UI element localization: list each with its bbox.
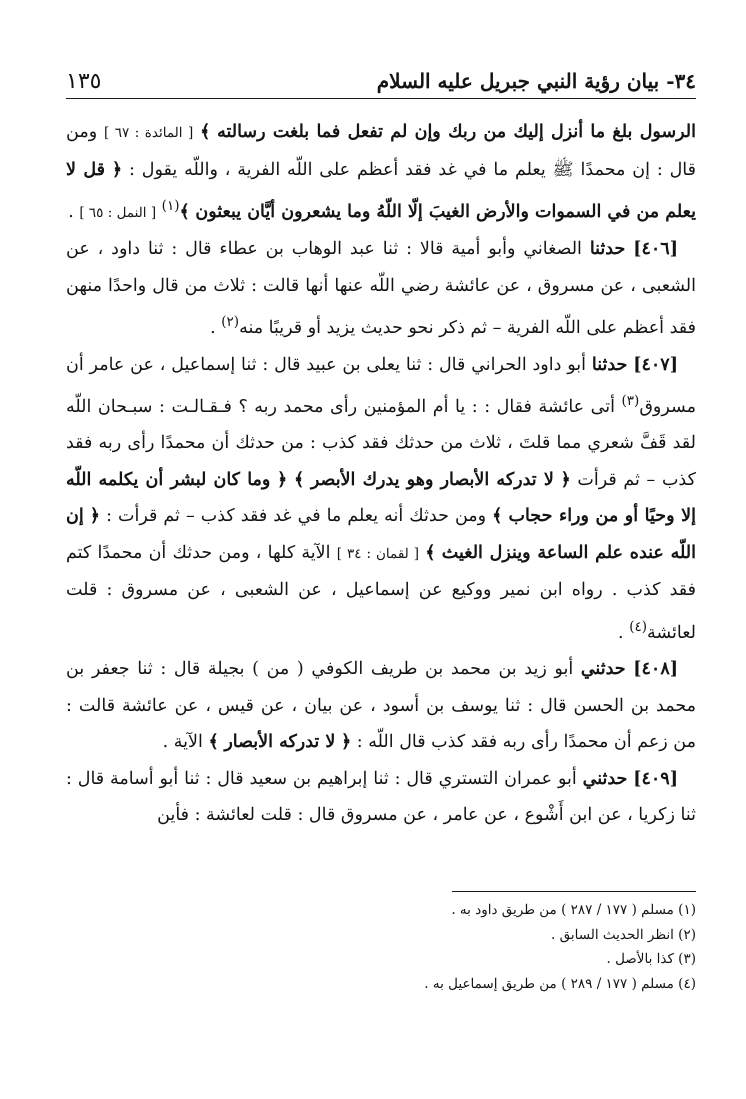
footnote-item: (٤) مسلم ( ١٧٧ / ٢٨٩ ) من طريق إسماعيل به . bbox=[424, 976, 696, 993]
page-number: ١٣٥ bbox=[66, 69, 102, 94]
hadith-number: [٤٠٨] bbox=[633, 659, 678, 680]
chapter-title: ٣٤- بيان رؤية النبي جبريل عليه السلام bbox=[376, 69, 696, 93]
footnotes bbox=[66, 898, 696, 997]
hadith-number: [٤٠٧] bbox=[633, 354, 678, 375]
hadith-text: أبو عمران التستري قال : ثنا إبراهيم بن سعيد قال : ثنا أبو أسامة قال : ثنا زكريا ، عن ابن أَشْوع ، عن عامر ، عن مسروق قال : قلت لعائشة : فأين bbox=[66, 768, 696, 826]
ornate-bracket-open: ﴿ bbox=[340, 732, 352, 753]
narration-lead: حدثنا bbox=[589, 239, 626, 260]
hadith-text: الصغاني وأبو أمية قالا : ثنا عبد الوهاب بن عطاء قال : ثنا داود ، عن الشعبى ، عن مسروق ، عن عائشة رضي اللّه عنها أنها قالت : ثلاث من قال واحدًا منهن فقد أعظم على اللّه الفرية – ثم ذكر نحو حديث يزيد أو قريبًا منه bbox=[66, 239, 696, 339]
quran-verse: إن اللّه عنده علم الساعة وينزل الغيث bbox=[66, 506, 696, 563]
footnote-item: (٣) كذا بالأصل . bbox=[606, 951, 696, 968]
verse-reference: [ المائدة : ٦٧ ] bbox=[103, 125, 194, 141]
end-mark: . bbox=[68, 201, 74, 222]
hadith-number: [٤٠٦] bbox=[633, 239, 678, 260]
narration-lead: حدثني bbox=[580, 659, 626, 680]
quran-verse: الرسول بلغ ما أنزل إليك من ربك وإن لم تفعل فما بلغت رسالته bbox=[217, 122, 696, 142]
ornate-bracket-close: ﴾ bbox=[293, 469, 305, 490]
quran-verse: قل لا يعلم من في السموات والأرض الغيبَ إلّا اللّهُ وما يشعرون أيَّان يبعثون bbox=[66, 159, 696, 222]
footnote-item: (١) مسلم ( ١٧٧ / ٢٨٧ ) من طريق داود به . bbox=[451, 902, 696, 918]
ornate-bracket-open: ﴿ bbox=[277, 469, 288, 490]
ornate-bracket-open: ﴿ bbox=[89, 506, 101, 527]
hadith-text: الآية . bbox=[162, 732, 203, 753]
quran-verse: لا تدركه الأبصار وهو يدرك الأبصر bbox=[310, 469, 554, 490]
ornate-bracket-close: ﴾ bbox=[200, 122, 211, 142]
verse-reference: [ لقمان : ٣٤ ] bbox=[336, 545, 420, 562]
hadith-408 bbox=[66, 651, 696, 761]
hadith-text: ومن حدثك أنه يعلم ما في غد فقد كذب – ثم قرأت : bbox=[106, 506, 487, 527]
verse-reference: [ النمل : ٦٥ ] bbox=[79, 204, 157, 221]
narration-lead: حدثنا bbox=[591, 354, 628, 375]
running-header bbox=[66, 60, 696, 99]
narration-lead: حدثني bbox=[582, 768, 628, 789]
hadith-text: الآية كلها ، ومن حدثك أن محمدًا كتم فقد كذب . رواه ابن نمير ووكيع عن إسماعيل ، عن الشعبى ، عن مسروق : قلت لعائشة bbox=[66, 542, 696, 643]
hadith-text: أبو زيد بن محمد بن طريف الكوفي ( من ) بجيلة قال : ثنا جعفر بن محمد بن الحسن قال : ثنا يوسف بن أسود ، عن بيان ، عن قيس ، عن عائشة قالت : من زعم أن محمدًا رأى ربه فقد كذب قال اللّه : bbox=[66, 659, 696, 753]
end-mark: . bbox=[618, 622, 630, 643]
end-mark: . bbox=[210, 318, 222, 339]
hadith-text: أبو داود الحراني قال : ثنا يعلى بن عبيد قال : ثنا إسماعيل ، عن عامر أن مسروق bbox=[66, 354, 696, 417]
footnote-ref: (١) bbox=[161, 198, 180, 214]
paragraph-text: ومن قال : إن محمدًا ﷺ يعلم ما في غد فقد أعظم على اللّه الفرية ، واللّه يقول : bbox=[66, 122, 696, 180]
paragraph-intro bbox=[66, 114, 696, 231]
hadith-text: أتى عائشة فقال : : يا أم المؤمنين رأى محمد ربه ؟ فـقـالـت : سبـحان اللّه لقد قَفَّ شعري مما قلتَ ، ثلاث من حدثك فقد كذب : من حدثك أن محمدًا رأى ربه فقد كذب – ثم قرأت bbox=[66, 396, 696, 490]
hadith-406 bbox=[66, 231, 696, 346]
ornate-bracket-open: ﴿ bbox=[111, 159, 123, 180]
hadith-409 bbox=[66, 761, 696, 834]
ornate-bracket-close: ﴾ bbox=[208, 732, 219, 753]
hadith-407 bbox=[66, 347, 696, 652]
ornate-bracket-close: ﴾ bbox=[492, 506, 503, 527]
quran-verse: لا تدركه الأبصار bbox=[224, 732, 336, 753]
footnote-ref: (٣) bbox=[621, 393, 640, 410]
footnote-ref: (٤) bbox=[629, 618, 648, 635]
footnote-divider bbox=[452, 891, 696, 892]
hadith-number: [٤٠٩] bbox=[633, 768, 678, 789]
main-text bbox=[66, 114, 696, 834]
ornate-bracket-close: ﴾ bbox=[425, 542, 436, 563]
quran-verse: وما كان لبشر أن يكلمه اللّه إلا وحيًا أو من وراء حجاب bbox=[66, 469, 696, 527]
ornate-bracket-close: ﴾ bbox=[179, 201, 190, 222]
footnote-ref: (٢) bbox=[221, 314, 240, 331]
ornate-bracket-open: ﴿ bbox=[560, 469, 571, 490]
footnote-item: (٢) انظر الحديث السابق . bbox=[550, 926, 696, 943]
